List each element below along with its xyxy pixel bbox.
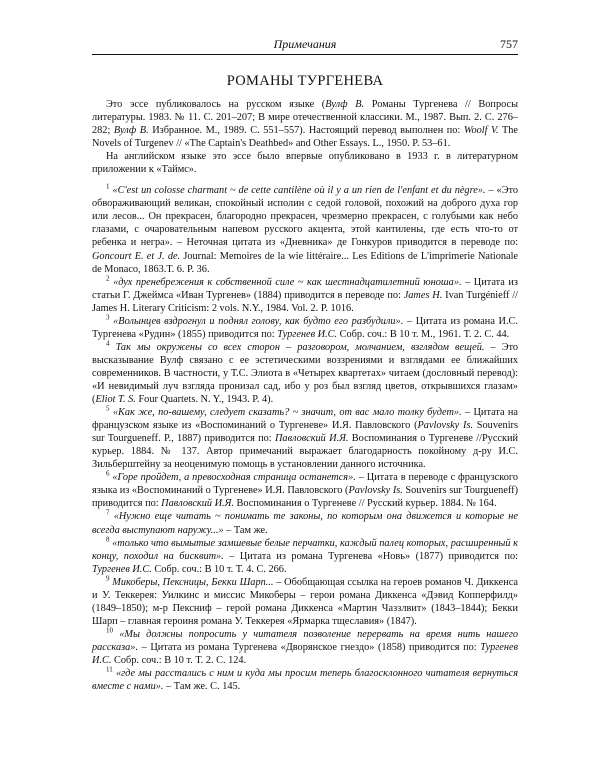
text-segment: Souvenirs sur Tourgueneff) приводится по: [92, 485, 518, 510]
text-segment: – Обобщающая ссылка на героев романов Ч. Диккенса и У. Теккерея: Уилкинс и миссис Микоберы – герои романа Диккенса «Дэвид Копперфилд» (1849–1850); м-р Пексниф – герой романа Диккенса «Мартин Чаззлвит» (1843–1844); Бекки Шарп – главная героиня романа У. Теккерея «Ярмарка тщеславия» (1847). [92, 576, 518, 627]
italic-segment: Eliot T. S. [95, 394, 136, 406]
footnote-number: 9 [106, 574, 110, 583]
italic-segment: Pavlovsky Is. [348, 485, 403, 497]
footnote [92, 315, 518, 341]
italic-segment: Так мы окружены со всех сторон – разговором, молчанием, взглядом вещей. [115, 341, 485, 353]
italic-segment: «только что вымытые замшевые белые перчатки, каждый палец которых, расширенный к концу, походил на бисквит». [92, 537, 518, 562]
italic-segment: Тургенев И.С. [277, 328, 338, 340]
italic-segment: «дух пренебрежения к собственной силе ~ как шестнадцатилетний юноша». [113, 276, 462, 288]
intro-spacer [92, 176, 518, 184]
footnote [92, 471, 518, 510]
footnote [92, 628, 518, 667]
footnote-number: 11 [106, 665, 113, 674]
footnote [92, 406, 518, 471]
italic-segment: Микоберы, Пексницы, Бекки Шарп... [112, 576, 274, 588]
text-segment: – Цитата из романа Тургенева «Новь» (1877) приводится по: [223, 550, 518, 562]
text-segment: Собр. соч.: В 10 т. Т. 4. С. 266. [151, 563, 287, 575]
footnote-number: 7 [106, 509, 110, 518]
italic-segment: «Мы должны попросить у читателя позволение перервать на время нить нашего рассказа». [92, 628, 519, 653]
essay-title: РОМАНЫ ТУРГЕНЕВА [226, 73, 384, 89]
text-segment: Собр. соч.: В 10 т. М., 1961. Т. 2. С. 44. [337, 328, 510, 340]
text-segment: Ivan Turgénieff // James H. Literary Criticism: 2 vols. N.Y., 1984. Vol. 2. P. 1016. [92, 289, 518, 314]
intro-text [92, 98, 518, 176]
italic-segment: «Волынцев вздрогнул и поднял голову, как будто его разбудили». [113, 315, 404, 327]
text-segment: Собр. соч.: В 10 т. Т. 2. С. 124. [111, 654, 247, 666]
footnote-number: 6 [106, 469, 110, 478]
text-segment: – Цитата в переводе с французского языка из «Воспоминаний о Тургеневе» И.Я. Павловского ( [92, 472, 518, 497]
text-segment: На английском языке это эссе было впервые опубликовано в 1933 г. в литературном приложении к «Таймс». [92, 151, 518, 176]
italic-segment: Pavlovsky Is. [417, 420, 474, 432]
italic-segment: Вулф В. [113, 125, 149, 137]
italic-segment: Тургенев И.С. [92, 641, 518, 666]
section-title: Примечания [273, 37, 337, 51]
italic-segment: «Как же, по-вашему, следует сказать? ~ значит, от вас мало толку будет». [112, 407, 462, 419]
italic-segment: Тургенев И.С. [92, 563, 152, 575]
header-rule [92, 54, 518, 55]
text-segment: – Цитата из романа И.С. Тургенева «Рудин» (1855) приводится по: [92, 315, 518, 340]
text-segment: Souvenirs sur Tourgueneff. P., 1887) приводится по: [92, 420, 518, 445]
footnote [92, 510, 518, 536]
footnote [92, 184, 518, 275]
text-segment: Journal: Memoires de la wie littéraire... Les Editions de L'imprimerie Nationale de Monaco, 1863.Т. 6. Р. 36. [92, 250, 519, 275]
italic-segment: «где мы расстались с ним и куда мы просим теперь благосклонного читателя вернуться вместе с нами». [92, 668, 518, 693]
text-segment: – «Это обвораживающий великан, спокойный исполин с седой головой, похожий на доброго духа гор или лесов... Он прекрасен, благородно прекрасен, чрезмерно прекрасен, с голубыми как небо глазами, с очаровательным напевом русского акцента, этой кантилены, где есть что-то от ребенка и негра». – Неточная цитата из «Дневника» де Гонкуров приводится в переводе по: [92, 185, 518, 249]
footnote-number: 4 [106, 339, 110, 348]
text-segment: – Цитата на французском языке из «Воспоминаний о Тургеневе» И.Я. Павловского ( [92, 407, 518, 432]
footnotes-list [92, 184, 518, 693]
italic-segment: «Горе пройдет, а превосходная страница останется». [112, 472, 356, 484]
footnote [92, 537, 518, 576]
page-number: 757 [500, 37, 518, 51]
text-segment: Воспоминания о Тургеневе //Русский курьер. 1884. № 137. Автор примечаний выражает благодарность покойному д-ру И.С. Зильберштейну за неоценимую помощь в установлении данного источника. [92, 433, 518, 471]
text-segment: Это эссе публиковалось на русском языке ( [106, 99, 326, 110]
text-segment: – Цитата из романа Тургенева «Дворянское гнездо» (1858) приводится по: [138, 641, 481, 653]
text-segment: – Это высказывание Вулф связано с ее эстетическими воззрениями и взглядами ее ближайших современников. В частности, у Т.С. Элиота в «Четырех квартетах» читаем (дословный перевод): «И невидимый луч взгляда пронизал сад, ибо у роз был взгляд цветов, открывшихся глазам» ( [92, 341, 519, 406]
text-segment: Воспоминания о Тургеневе // Русский курьер. 1884. № 164. [233, 498, 497, 510]
footnote-number: 3 [106, 313, 110, 322]
text-segment: – Там же. С. 145. [163, 681, 241, 693]
page-body [92, 98, 518, 693]
italic-segment: Павловский И.Я. [161, 498, 234, 510]
text-segment: – Там же. [223, 524, 268, 536]
italic-segment: James H. [403, 289, 443, 301]
text-segment: Four Quartets. N. Y., 1943. P. 4). [135, 394, 274, 406]
running-header [92, 36, 518, 54]
footnote-number: 1 [106, 182, 110, 191]
footnote [92, 341, 518, 406]
intro-paragraph [92, 98, 518, 150]
footnote-number: 10 [106, 626, 113, 635]
footnote [92, 276, 518, 315]
italic-segment: «Нужно еще читать ~ понимать те законы, по которым она движется и которые не всегда выступают наружу...» [92, 511, 518, 536]
italic-segment: «C'est un colosse charmant ~ de cette cantilène où il y a un rien de l'enfant et du nègre». [112, 185, 486, 197]
footnote-number: 2 [106, 274, 110, 283]
footnote-number: 5 [106, 404, 110, 413]
footnote-number: 8 [106, 535, 110, 544]
text-segment: The Novels of Turgenev // «The Captain's Deathbed» and Other Essays. L., 1950. P. 53–61. [92, 125, 518, 150]
footnote [92, 667, 518, 693]
italic-segment: Вулф В. [325, 99, 365, 110]
footnote [92, 576, 518, 628]
text-segment: – Цитата из статьи Г. Джеймса «Иван Тургенев» (1884) приводится в переводе по: [92, 276, 518, 301]
text-segment: Избранное. М., 1989. С. 551–557). Настоящий перевод выполнен по: [148, 125, 464, 137]
italic-segment: Goncourt E. et J. de. [92, 250, 181, 262]
intro-paragraph [92, 150, 518, 176]
italic-segment: Павловский И.Я. [274, 433, 349, 445]
italic-segment: Woolf V. [463, 125, 499, 137]
text-segment: Романы Тургенева // Вопросы литературы. 1983. № 11. С. 201–207; В мире отечественной классики. М., 1987. Вып. 2. С. 276–282; [92, 99, 518, 137]
